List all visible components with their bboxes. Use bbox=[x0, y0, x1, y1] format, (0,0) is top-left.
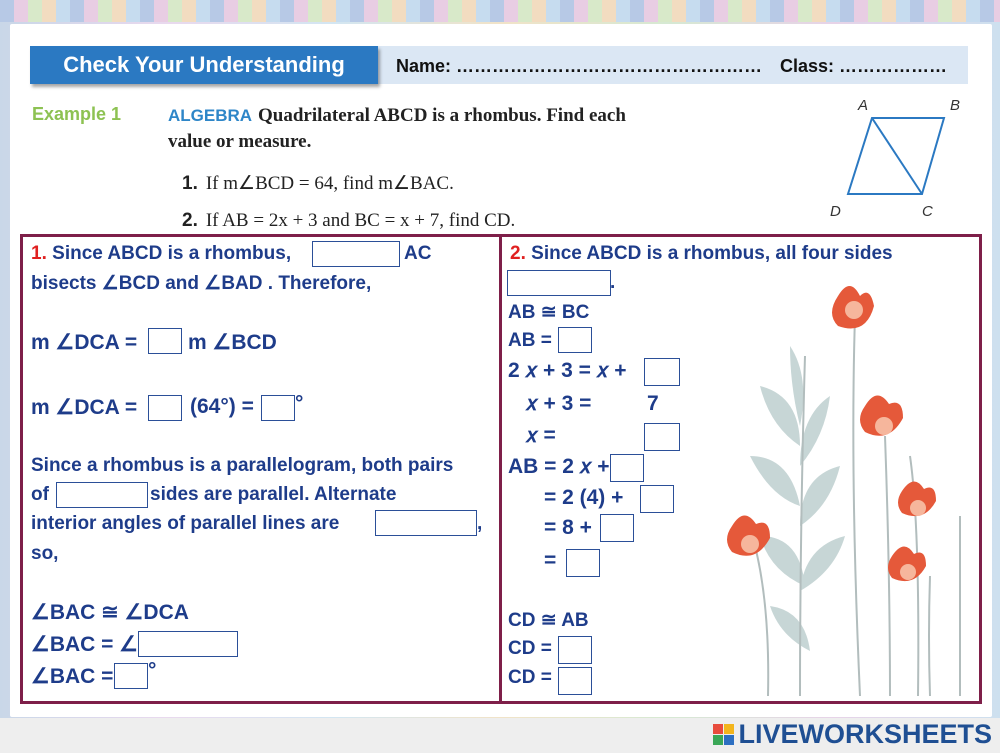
congruence-3: ∠BAC = bbox=[31, 665, 114, 688]
algebra-tag: ALGEBRA bbox=[168, 106, 253, 125]
class-label: Class: ……………… bbox=[780, 56, 948, 76]
step-cd-equals-1: CD = bbox=[508, 638, 552, 659]
left-line-1b: AC bbox=[404, 243, 432, 264]
answer-box-l5[interactable] bbox=[56, 482, 148, 508]
answer-box-l3[interactable] bbox=[148, 395, 182, 421]
question-1: 1. If m∠BCD = 64, find m∠BAC. bbox=[182, 173, 454, 194]
para-line-2b: sides are parallel. Alternate bbox=[150, 484, 397, 505]
vertex-label-d: D bbox=[830, 203, 841, 220]
answer-box-r10[interactable] bbox=[558, 667, 592, 695]
step-x-plus-3: 𝑥 + 3 = bbox=[526, 392, 592, 415]
step-equation: 2 𝑥 + 3 = 𝑥 + bbox=[508, 359, 627, 382]
question-2: 2. If AB = 2x + 3 and BC = x + 7, find CD. bbox=[182, 210, 516, 231]
eq2-degree: ° bbox=[295, 392, 304, 415]
answer-box-r7[interactable] bbox=[600, 514, 634, 542]
eq1-right: m ∠BCD bbox=[188, 331, 277, 354]
step-ab-2x: AB = 2 𝑥 + bbox=[508, 455, 610, 478]
step-2-times-4: = 2 (4) + bbox=[544, 486, 624, 509]
answer-box-r4[interactable] bbox=[644, 423, 680, 451]
name-label: Name: …………………………………………… bbox=[396, 56, 763, 76]
flower-decoration bbox=[720, 276, 978, 696]
answer-box-r8[interactable] bbox=[566, 549, 600, 577]
vertex-label-c: C bbox=[922, 203, 933, 220]
problem-line-1: Quadrilateral ABCD is a rhombus. Find each bbox=[258, 105, 626, 126]
problem-line-2: value or measure. bbox=[168, 131, 312, 152]
liveworksheets-logo-mark bbox=[713, 724, 734, 745]
page-title: Check Your Understanding bbox=[30, 46, 378, 84]
eq1-left: m ∠DCA = bbox=[31, 331, 138, 354]
answer-box-l8[interactable] bbox=[114, 663, 148, 689]
eq2-mid: (64°) = bbox=[190, 395, 254, 418]
answer-box-l6[interactable] bbox=[375, 510, 477, 536]
answer-box-r9[interactable] bbox=[558, 636, 592, 664]
liveworksheets-logo bbox=[713, 719, 992, 749]
left-line-2: bisects ∠BCD and ∠BAD . Therefore, bbox=[31, 273, 372, 294]
step-seven: 7 bbox=[647, 392, 659, 415]
para-line-2a: of bbox=[31, 484, 49, 505]
step-cd-equals-2: CD = bbox=[508, 667, 552, 688]
eq2-left: m ∠DCA = bbox=[31, 396, 138, 419]
vertex-label-a: A bbox=[858, 97, 869, 114]
right-line-1: 2. Since ABCD is a rhombus, all four sides bbox=[510, 243, 893, 264]
brand-text: LIVEWORKSHEETS bbox=[738, 718, 992, 749]
answer-box-l1[interactable] bbox=[312, 241, 400, 267]
step-8-plus: = 8 + bbox=[544, 516, 592, 539]
left-line-1: 1. Since ABCD is a rhombus, bbox=[31, 243, 292, 264]
step-equals: = bbox=[544, 549, 557, 572]
answer-box-l4[interactable] bbox=[261, 395, 295, 421]
example-label: Example 1 bbox=[32, 104, 122, 124]
step-cd-congruent-ab: CD ≅ AB bbox=[508, 610, 589, 631]
answer-box-l7[interactable] bbox=[138, 631, 238, 657]
step-ab-congruent-bc: AB ≅ BC bbox=[508, 302, 590, 323]
answer-box-r5[interactable] bbox=[610, 454, 644, 482]
answer-box-r1[interactable] bbox=[507, 270, 611, 296]
para-line-3a: interior angles of parallel lines are bbox=[31, 513, 340, 534]
decorative-top-strip bbox=[0, 0, 1000, 22]
rhombus-figure bbox=[826, 94, 968, 226]
answer-box-l2[interactable] bbox=[148, 328, 182, 354]
answer-box-r2[interactable] bbox=[558, 327, 592, 353]
congruence-3-degree: ° bbox=[148, 659, 157, 682]
vertex-label-b: B bbox=[950, 97, 961, 114]
right-line-2: . bbox=[610, 272, 616, 293]
congruence-1: ∠BAC ≅ ∠DCA bbox=[31, 601, 189, 624]
para-line-1: Since a rhombus is a parallelogram, both pairs bbox=[31, 455, 454, 476]
step-ab-equals: AB = bbox=[508, 330, 552, 351]
step-x-equals: 𝑥 = bbox=[526, 424, 556, 447]
para-line-3b: , bbox=[477, 513, 483, 534]
congruence-2: ∠BAC = ∠ bbox=[31, 633, 139, 656]
para-line-4: so, bbox=[31, 543, 59, 564]
answer-box-r6[interactable] bbox=[640, 485, 674, 513]
answer-box-r3[interactable] bbox=[644, 358, 680, 386]
